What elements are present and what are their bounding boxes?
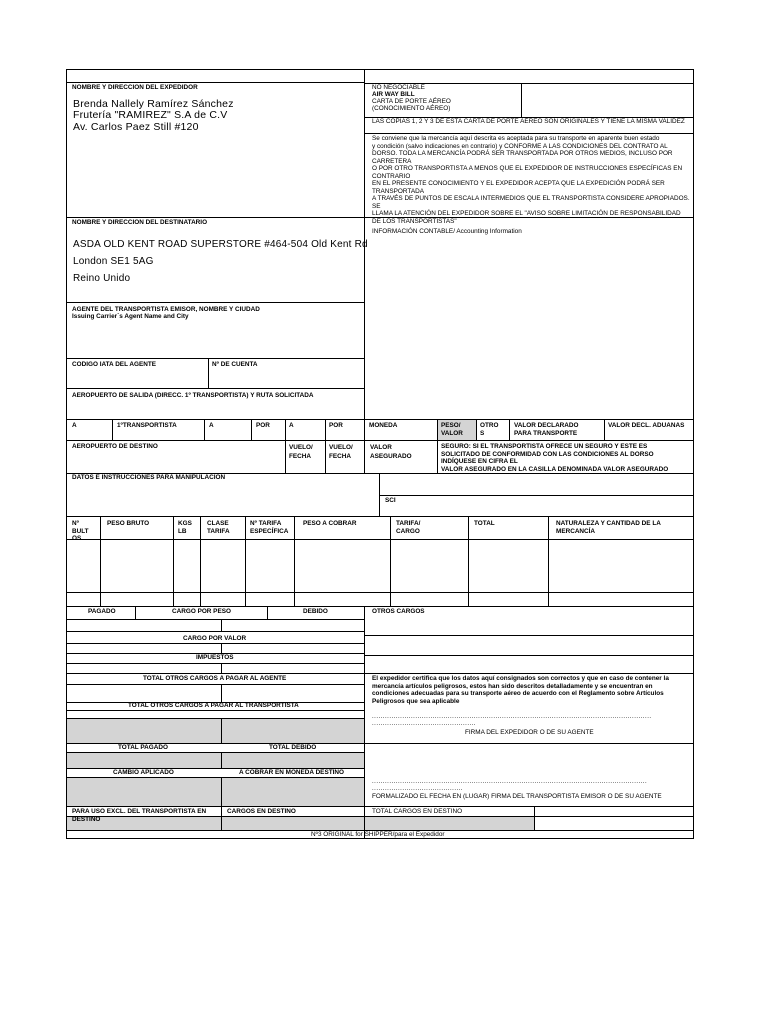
line — [364, 606, 365, 838]
tax-label: IMPUESTOS — [196, 654, 234, 661]
awb-subtitle2: (CONOCIMIENTO AÉREO) — [372, 105, 451, 112]
line — [66, 752, 364, 753]
signature-dots-2: ................................................ — [372, 721, 477, 727]
total-col: TOTAL — [474, 520, 495, 527]
agent-sublabel: Issuing Carrier´s Agent Name and City — [72, 313, 189, 320]
declared-value-carriage-label: VALOR DECLARADO PARA TRANSPORTE — [514, 422, 579, 437]
routing-by-2: POR — [329, 422, 343, 429]
border-left — [66, 69, 67, 839]
line — [66, 388, 364, 389]
chargeable-weight-col: PESO A COBRAR — [303, 520, 357, 527]
nature-quantity-col: NATURALEZA Y CANTIDAD DE LA MERCANCÍA — [556, 520, 661, 535]
execution-dots-2: .......................................... — [372, 786, 464, 792]
valuation-charge-label: CARGO POR VALOR — [183, 635, 247, 642]
carrier-use-label: PARA USO EXCL. DEL TRANSPORTISTA EN DESTINO — [72, 808, 207, 823]
weight-charge-label: CARGO POR PESO — [172, 608, 231, 615]
pieces-col: Nº BULT OS — [72, 520, 89, 543]
line — [66, 631, 364, 632]
declared-value-customs-label: VALOR DECL. ADUANAS — [608, 422, 685, 429]
total-dest-charges-label: TOTAL CARGOS EN DESTINO — [372, 808, 463, 815]
line — [285, 419, 286, 440]
execution-dots-1: ............................................................................................................................... — [372, 779, 648, 785]
line — [251, 419, 252, 440]
shipper-name: Brenda Nallely Ramírez Sánchez — [73, 98, 234, 110]
line — [476, 419, 477, 440]
line — [66, 777, 364, 778]
account-number-label: Nº DE CUENTA — [212, 361, 258, 368]
line — [66, 619, 364, 620]
others-label: OTRO S — [480, 422, 499, 437]
weight-value-label: PESO/ VALOR — [441, 422, 463, 437]
gross-weight-col: PESO BRUTO — [107, 520, 150, 527]
shipper-certification: El expedidor certifica que los datos aquí consignados son correctos y que en caso de contener la mercancía artículos peligrosos, estos han sido descritos detalladamente y se encuentran en condiciones adecuadas para su transporte aéreo de acuerdo con el Reglamento sobre Artículos Peligrosos que sea aplicable — [372, 675, 669, 705]
line — [364, 133, 693, 134]
line — [66, 302, 364, 303]
line — [66, 358, 364, 359]
line — [66, 440, 694, 441]
rate-charge-col: TARIFA/ CARGO — [396, 520, 421, 535]
line — [325, 440, 326, 473]
agent-label: AGENTE DEL TRANSPORTISTA EMISOR, NOMBRE Y CIUDAD — [72, 306, 260, 313]
line — [112, 419, 113, 440]
line — [66, 673, 694, 674]
line — [221, 718, 222, 743]
line — [66, 663, 364, 664]
total-prepaid-label: TOTAL PAGADO — [118, 744, 168, 751]
line — [364, 419, 365, 473]
accounting-info-label: INFORMACIÓN CONTABLE/ Accounting Information — [372, 228, 522, 235]
shade-total-dest-charges — [364, 816, 534, 830]
line — [534, 806, 535, 830]
line — [66, 806, 694, 807]
line — [221, 777, 222, 806]
consignee-line3: Reino Unido — [73, 273, 131, 284]
line — [604, 419, 605, 440]
line — [379, 495, 693, 496]
routing-first-carrier: 1ºTRANSPORTISTA — [117, 422, 177, 429]
line — [221, 684, 222, 702]
not-negotiable: NO NEGOCIABLE — [372, 84, 425, 91]
line — [521, 83, 522, 117]
awb-subtitle1: CARTA DE PORTE AÉREO — [372, 98, 451, 105]
shade-total-paid — [67, 752, 221, 768]
insurance-note: SEGURO: SI EL TRANSPORTISTA OFRECE UN SEGURO Y ESTE ES SOLICITADO DE CONFORMIDAD CON LAS CONDICIONES AL DORSO INDÍQUESE EN CIFRA EL VALOR ASEGURADO EN LA CASILLA DENOMINADA VALOR ASEGURADO — [441, 443, 669, 473]
exchange-rate-label: CAMBIO APLICADO — [113, 769, 174, 776]
flight-date-label-2: VUELO/ FECHA — [329, 444, 353, 460]
line — [135, 606, 136, 619]
routing-to-3: A — [289, 422, 294, 429]
line — [208, 358, 209, 388]
line — [66, 419, 694, 420]
line — [325, 419, 326, 440]
execution-label: FORMALIZADO EL FECHA EN (LUGAR) FIRMA DEL TRANSPORTISTA EMISOR O DE SU AGENTE — [372, 793, 662, 800]
handling-info-label: DATOS E INSTRUCCIONES PARA MANIPULACIÓN — [72, 474, 226, 481]
line — [221, 806, 222, 830]
shipper-label: NOMBRE Y DIRECCION DEL EXPEDIDOR — [72, 84, 198, 91]
agent-total-label: TOTAL OTROS CARGOS A PAGAR AL AGENTE — [143, 675, 287, 682]
iata-code-label: CODIGO IATA DEL AGENTE — [72, 361, 157, 368]
other-charges-label: OTROS CARGOS — [372, 608, 425, 615]
awb-title: AIR WAY BILL — [372, 91, 415, 98]
routing-to-1: A — [72, 422, 77, 429]
kg-lb-col: KGS LB — [178, 520, 192, 535]
sci-label: SCI — [385, 497, 396, 504]
consignee-line2: London SE1 5AG — [73, 256, 154, 267]
conditions-text: Se conviene que la mercancía aquí descrita es aceptada para su transporte en aparente buen estado y condición (salvo indicaciones en contrario) y CONFORME A LAS CONDICIONES DEL CONTRATO AL DORSO. TODA LA MERCANCÍA PODRÁ SER TRANSPORTADA POR OTROS MEDIOS, INCLUSO POR CARRETERA O POR OTRO TRANSPORTISTA A MENOS QUE EL EXPEDIDOR DE INSTRUCCIONES ESPECÍFICAS EN CONTRARIO EN EL PRESENTE CONOCIMIENTO Y EL EXPEDIDOR ACEPTA QUE LA EXPEDICIÓN PODRÁ SER TRANSPORTADA A TRAVÉS DE PUNTOS DE ESCALA INTERMEDIOS QUE EL TRANSPORTISTA CONSIDERE APROPIADOS. SE LLAMA LA ATENCIÓN DEL EXPEDIDOR SOBRE EL "AVISO SOBRE LIMITACIÓN DE RESPONSABILIDAD DE LOS TRANSPORTISTAS" — [372, 135, 690, 225]
consignee-line1: ASDA OLD KENT ROAD SUPERSTORE #464-504 Old Kent Rd — [73, 239, 368, 250]
line — [267, 606, 268, 619]
shipper-address: Av. Carlos Paez Still #120 — [73, 121, 199, 133]
shade-dest-charges — [221, 816, 364, 830]
shipper-signature-label: FIRMA DEL EXPEDIDOR O DE SU AGENTE — [465, 729, 594, 736]
insured-value-label: VALOR ASEGURADO — [370, 444, 412, 460]
line — [66, 592, 694, 593]
copies-notice: LAS COPIAS 1, 2 Y 3 DE ESTA CARTA DE PORTE AÉREO SON ORIGINALES Y TIENE LA MISMA VALIDEZ — [372, 118, 685, 125]
commodity-col: Nº TARIFA ESPECÍFICA — [250, 520, 289, 535]
line — [364, 655, 693, 656]
line — [66, 516, 694, 517]
line — [204, 419, 205, 440]
prepaid-label: PAGADO — [88, 608, 116, 615]
departure-airport-label: AEROPUERTO DE SALIDA (DIRECC. 1º TRANSPORTISTA) Y RUTA SOLICITADA — [72, 392, 314, 399]
line — [221, 643, 222, 653]
total-collect-label: TOTAL DEBIDO — [269, 744, 317, 751]
shade-exchange — [67, 777, 221, 806]
signature-dots-1: ................................................................................................................................. — [372, 714, 652, 720]
shade-total-due — [221, 752, 364, 768]
line — [66, 684, 364, 685]
collect-label: DEBIDO — [303, 608, 328, 615]
consignee-label: NOMBRE Y DIRECCION DEL DESTINATARIO — [72, 219, 208, 226]
line — [66, 718, 364, 719]
line — [66, 539, 694, 540]
line — [221, 663, 222, 673]
carrier-total-label: TOTAL OTROS CARGOS A PAGAR AL TRANSPORTISTA — [128, 702, 299, 709]
dest-currency-label: A COBRAR EN MONEDA DESTINO — [239, 769, 344, 776]
flight-date-label-1: VUELO/ FECHA — [289, 444, 313, 460]
destination-airport-label: AEROPUERTO DE DESTINO — [72, 443, 158, 450]
line — [66, 710, 364, 711]
line — [509, 419, 510, 440]
line — [221, 619, 222, 631]
routing-by-1: POR — [256, 422, 270, 429]
line — [285, 440, 286, 473]
border-top — [66, 69, 694, 70]
shipper-company: Frutería "RAMIREZ" S.A de C.V — [73, 109, 228, 121]
routing-to-2: A — [209, 422, 214, 429]
dest-charges-label: CARGOS EN DESTINO — [227, 808, 296, 815]
line — [66, 82, 364, 83]
line — [437, 419, 438, 473]
border-right — [693, 69, 694, 839]
line — [66, 643, 364, 644]
currency-label: MONEDA — [369, 422, 398, 429]
shade-dest-currency — [221, 777, 364, 806]
shade-agent-total-right — [221, 718, 364, 743]
copy-footer: Nº3 ORIGINAL for SHIPPER/para el Expedidor — [311, 831, 445, 838]
line — [66, 606, 694, 607]
line — [221, 752, 222, 768]
line — [364, 635, 693, 636]
shade-agent-total-left — [67, 718, 221, 743]
rate-class-col: CLASE TARIFA — [207, 520, 230, 535]
